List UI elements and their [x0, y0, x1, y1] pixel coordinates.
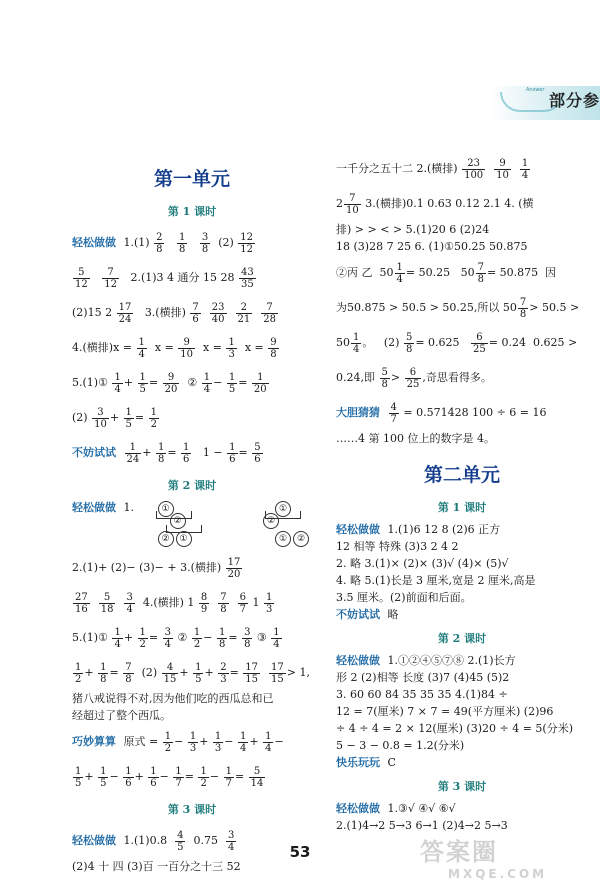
lesson-heading: 第 1 课时 [167, 205, 217, 218]
section-label: 巧妙算算 [72, 735, 116, 748]
watermark-logo-text: 答案圈 [420, 838, 498, 866]
answer-line: 不妨试试 $\frac{1}{24}$ + $\frac{1}{8}$ = $\frac{1}{6}$ 1 − $\frac{1}{6}$ = $\frac{5}{6}$ [72, 441, 261, 465]
answer-line: 50 $\frac{1}{4}$ 。 (2) $\frac{5}{8}$ = 0.625 $\frac{6}{25}$ = 0.24 0.625 > [336, 331, 578, 355]
left-column [72, 150, 312, 877]
answer-line: 12 相等 特殊 (3)3 2 4 2 [336, 540, 459, 553]
answer-line: 轻松做做 1.(1)0.8 $\frac{4}{5}$ 0.75 $\frac{3}{4}$ [72, 829, 235, 853]
watermark [420, 832, 600, 889]
answer-line: (2)15 2 $\frac{17}{24}$ 3.(横排) $\frac{7}{6}$ $\frac{23}{40}$ $\frac{2}{21}$ $\frac{7}{28}$ [72, 301, 276, 325]
answer-line: $\frac{5}{12}$ $\frac{7}{12}$ 2.(1)3 4 通分 15 28 $\frac{43}{35}$ [75, 266, 254, 290]
header-tag: Answer [526, 87, 545, 93]
section-label: 不妨试试 [336, 608, 380, 621]
answer-line: 2.(1)4→2 5→3 6→1 (2)4→2 5→3 [336, 819, 508, 832]
answer-line: 一千分之五十二 2.(横排) $\frac{23}{100}$ $\frac{9}{10}$ $\frac{1}{4}$ [336, 157, 529, 181]
answer-line: 轻松做做 1. ① ② ② ① ① ② ① ② [72, 501, 312, 549]
lesson-heading: 第 3 课时 [437, 780, 487, 793]
lesson-heading: 第 2 课时 [437, 632, 487, 645]
answer-line: 经超过了整个西瓜。 [72, 709, 171, 722]
lesson-heading: 第 2 课时 [167, 479, 217, 492]
answer-line: 18 (3)28 7 25 6. (1)①50.25 50.875 [336, 240, 528, 253]
section-label: 不妨试试 [72, 446, 116, 459]
answer-line: 3.5 厘米。(2)前面和后面。 [336, 591, 472, 604]
lesson-heading: 第 1 课时 [437, 501, 487, 514]
answer-line: 巧妙算算 原式 = $\frac{1}{2}$ − $\frac{1}{3}$ + $\frac{1}{3}$ − $\frac{1}{4}$ + $\frac{1}{4}$ − [72, 730, 284, 754]
answer-line: (2)4 十 四 (3)百 一百分之十三 52 [72, 860, 241, 873]
section-label: 轻松做做 [336, 654, 380, 667]
header-title: 部分参 [549, 91, 600, 110]
answer-line: 3. 60 60 84 35 35 35 4.(1)84 ÷ [336, 688, 508, 701]
bracket-diagram: ① ② ② ① [156, 501, 216, 547]
answer-line: ②丙 乙 50 $\frac{1}{4}$ = 50.25 50 $\frac{7}{8}$ = 50.875 因 [336, 261, 557, 285]
answer-line: 不妨试试 略 [336, 608, 399, 621]
answer-line: 轻松做做 1.①②④⑤⑦⑧ 2.(1)长方 [336, 654, 516, 667]
section-label: 轻松做做 [72, 236, 116, 249]
answer-line: 5 − 3 − 0.8 = 1.2(分米) [336, 739, 465, 752]
bracket-diagram: ① ② ① ② [255, 501, 312, 547]
answer-line: 0.24,即 $\frac{5}{8}$ > $\frac{6}{25}$ ,奇思看得多。 [336, 366, 492, 390]
answer-line: (2) $\frac{3}{10}$ + $\frac{1}{5}$ = $\frac{1}{2}$ [72, 406, 158, 430]
section-label: 快乐玩玩 [336, 756, 380, 769]
answer-line: 12 = 7(厘米) 7 × 7 = 49(平方厘米) (2)96 [336, 705, 554, 718]
answer-line: 形 2 (2)相等 长度 (3)7 (4)45 (5)2 [336, 671, 510, 684]
answer-line: 猪八戒说得不对,因为他们吃的西瓜总和已 [72, 692, 274, 705]
answer-line: 轻松做做 1.(1)6 12 8 (2)6 正方 [336, 523, 501, 536]
section-label: 大胆猜猜 [336, 406, 380, 419]
answer-line: 2 $\frac{7}{10}$ 3.(横排)0.1 0.63 0.12 2.1 4. (横 [336, 192, 534, 216]
section-label: 轻松做做 [336, 523, 380, 536]
answer-line: ÷ 4 ÷ 4 = 2 × 12(厘米) (3)20 ÷ 4 = 5(分米) [336, 722, 573, 735]
answer-line: 5.(1)① $\frac{1}{4}$ + $\frac{1}{2}$ = $\frac{3}{4}$ ② $\frac{1}{2}$ − $\frac{1}{8}$ = $\frac{3}{8}$ ③ $\frac{1}{4}$ [72, 626, 280, 650]
answer-line: 大胆猜猜 $\frac{4}{7}$ = 0.571428 100 ÷ 6 = 16 [336, 401, 547, 425]
section-label: 轻松做做 [72, 834, 116, 847]
section-label: 轻松做做 [72, 501, 116, 514]
unit-title: 第二单元 [423, 464, 500, 486]
unit-title: 第一单元 [153, 168, 230, 190]
section-label: 轻松做做 [336, 802, 380, 815]
answer-line: $\frac{1}{2}$ + $\frac{1}{8}$ = $\frac{7}{8}$ (2) $\frac{4}{15}$ + $\frac{1}{5}$ + $\frac{2}{3}$ = $\frac{17}{15}$ $\frac{17}{15}$ > 1, [75, 661, 310, 685]
answer-line: 2.(1)+ (2)− (3)− + 3.(横排) $\frac{17}{20}$ [72, 556, 241, 580]
answer-line: 轻松做做 1.③√ ④√ ⑥√ [336, 802, 456, 815]
answer-line: 排) > > < > 5.(1)20 6 (2)24 [336, 223, 490, 236]
answer-line: ……4 第 100 位上的数字是 4。 [336, 432, 495, 445]
answer-line: 快乐玩玩 C [336, 756, 396, 769]
answer-line: 5.(1)① $\frac{1}{4}$ + $\frac{1}{5}$ = $\frac{9}{20}$ ② $\frac{1}{4}$ − $\frac{1}{5}$ = $\frac{1}{20}$ [72, 371, 267, 395]
page-number: 53 [289, 843, 311, 861]
answer-line: 4. 略 5.(1)长是 3 厘米,宽是 2 厘米,高是 [336, 574, 536, 587]
answer-line: $\frac{27}{16}$ $\frac{5}{18}$ $\frac{3}{4}$ 4.(横排) 1 $\frac{8}{9}$ $\frac{7}{8}$ $\frac{6}{7}$ 1 $\frac{1}{3}$ [75, 591, 273, 615]
answer-line: 为50.875 > 50.5 > 50.25,所以 50 $\frac{7}{8}$ > 50.5 > [336, 296, 580, 320]
watermark-url: MXQE.COM [448, 867, 548, 881]
answer-line: 轻松做做 1.(1) $\frac{2}{8}$ $\frac{1}{8}$ $\frac{3}{8}$ (2) $\frac{12}{12}$ [72, 231, 254, 255]
right-column [336, 150, 588, 836]
answer-line: 4.(横排)x = $\frac{1}{4}$ x = $\frac{9}{10}$ x = $\frac{1}{3}$ x = $\frac{9}{8}$ [72, 336, 277, 360]
lesson-heading: 第 3 课时 [167, 803, 217, 816]
answer-line: $\frac{1}{5}$ + $\frac{1}{5}$ − $\frac{1}{6}$ + $\frac{1}{6}$ − $\frac{1}{7}$ = $\frac{1}{2}$ − $\frac{1}{7}$ = $\frac{5}{14}$ [75, 765, 264, 789]
answer-line: 2. 略 3.(1)× (2)× (3)√ (4)× (5)√ [336, 557, 509, 570]
